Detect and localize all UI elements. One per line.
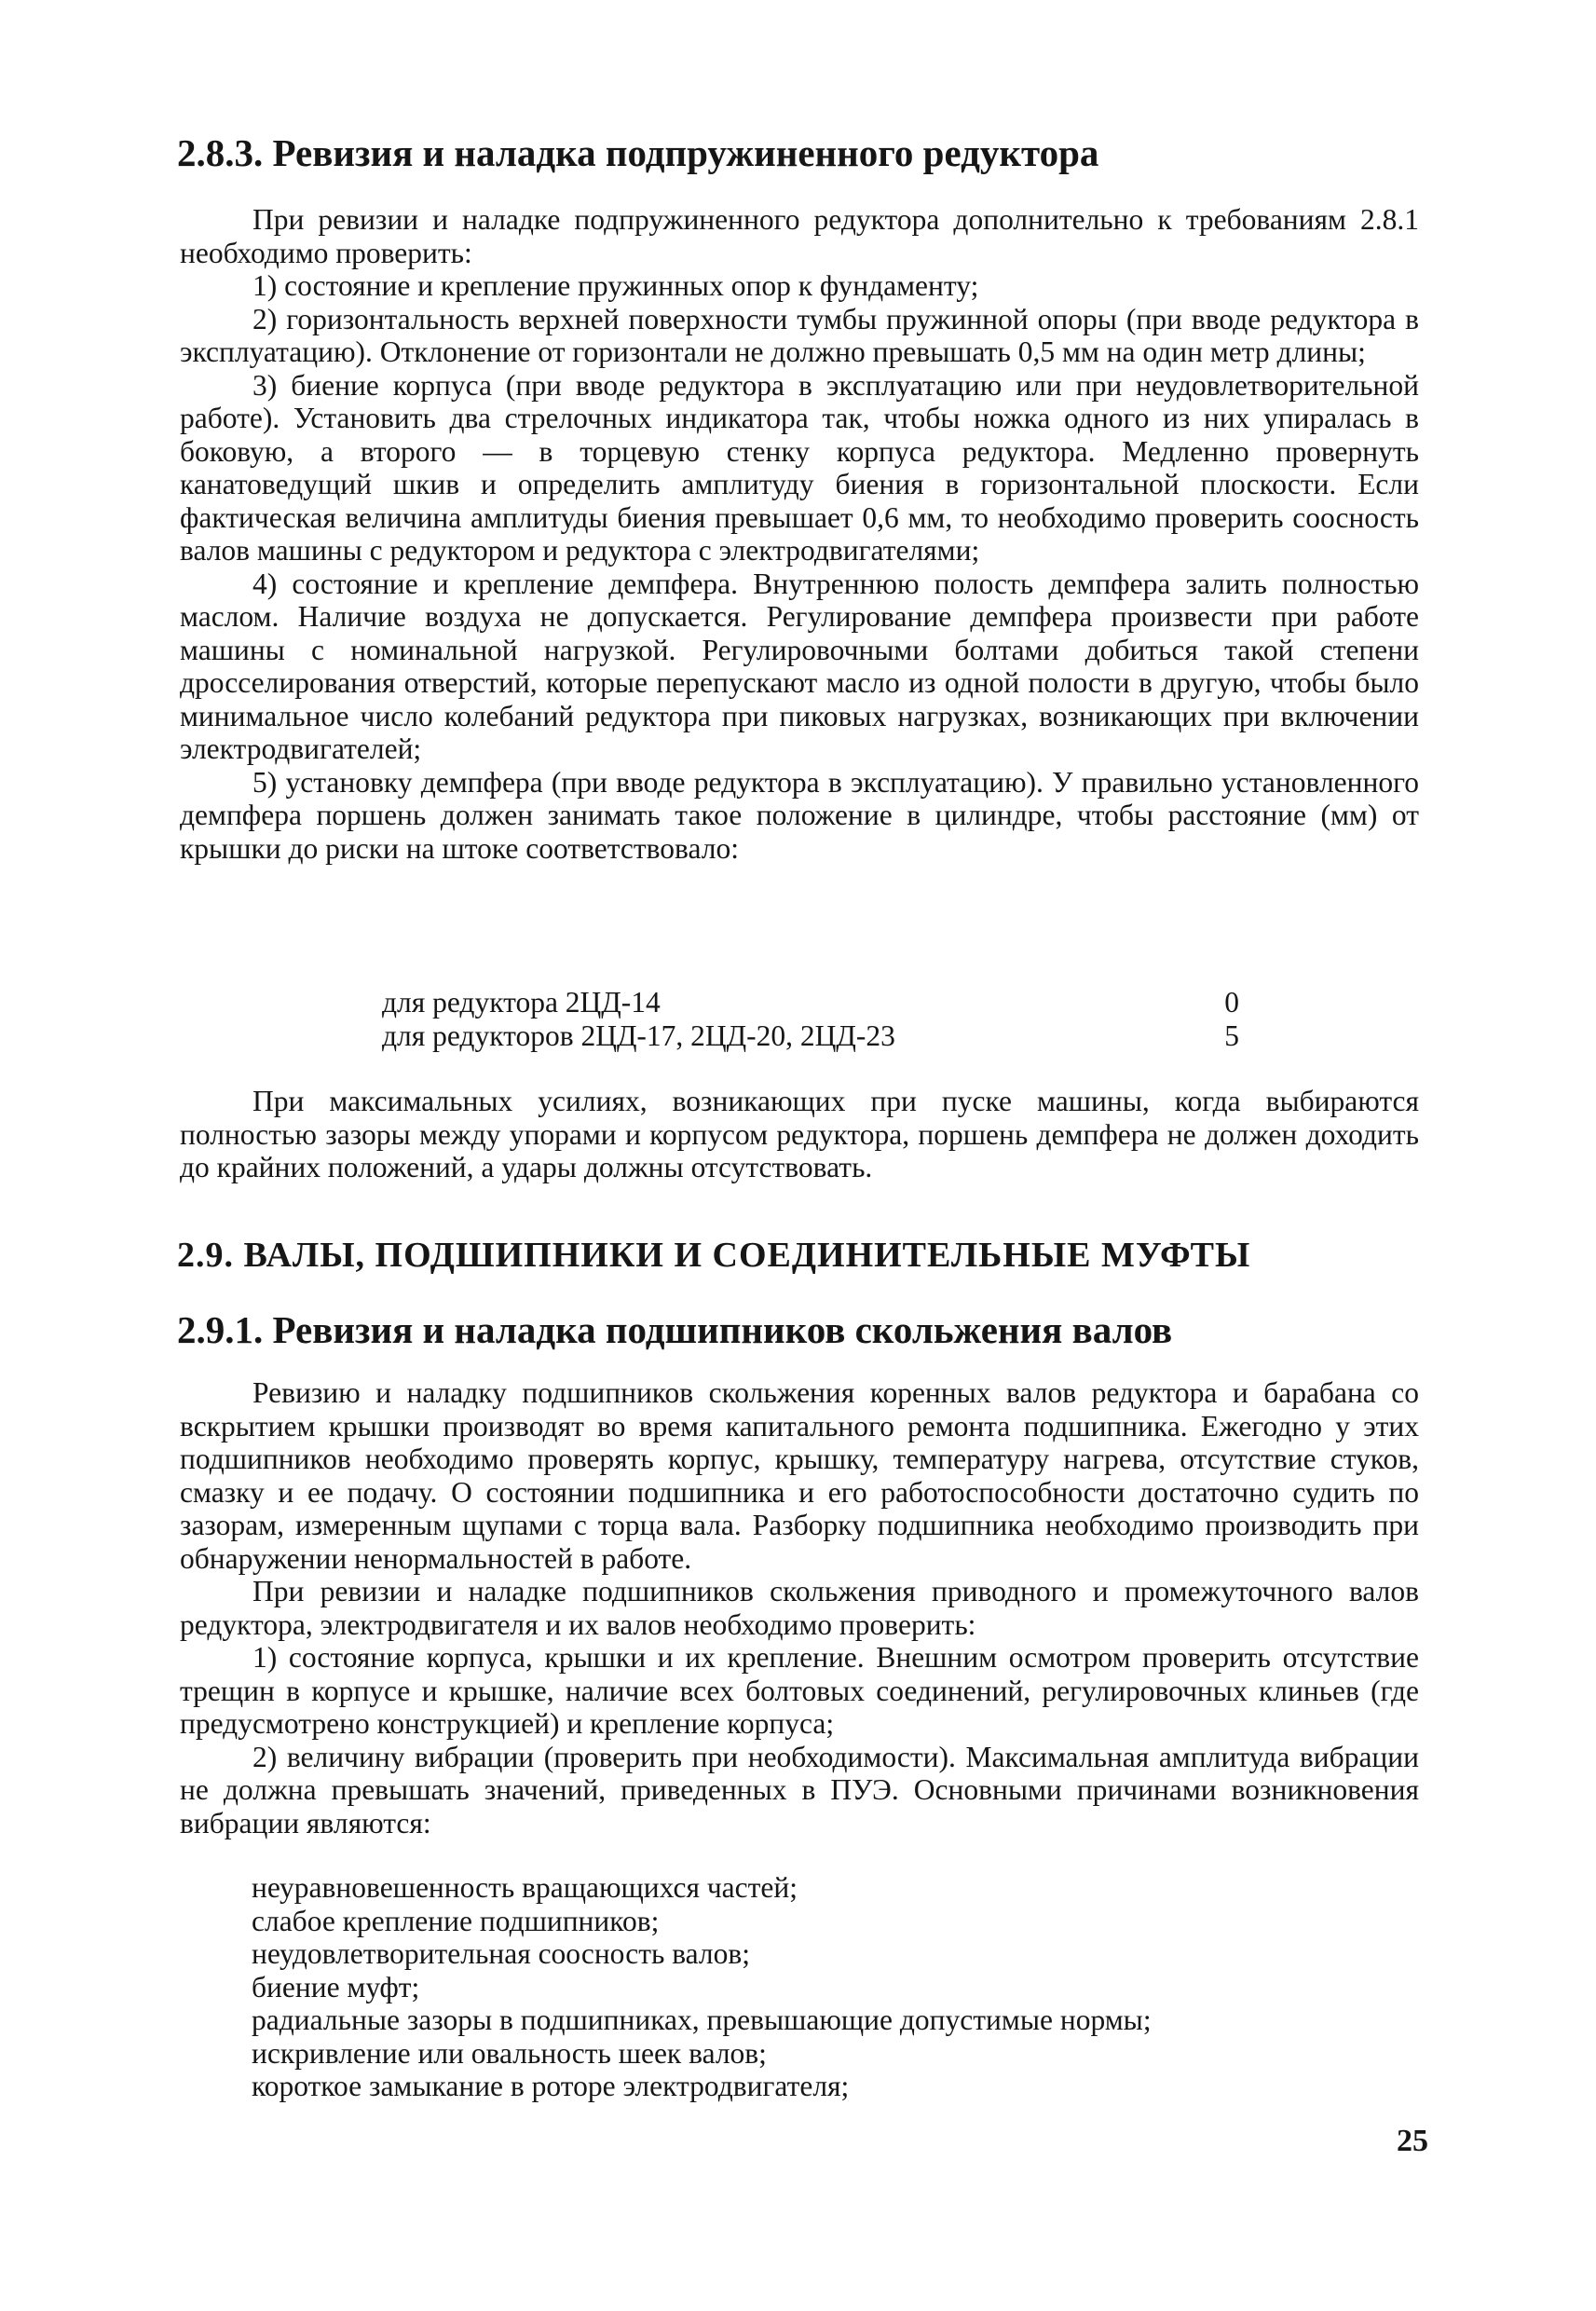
list-item: искривление или овальность шеек валов; — [252, 2036, 767, 2070]
page-number: 25 — [1397, 2124, 1428, 2158]
list-item: радиальные зазоры в подшипниках, превышающие допустимые нормы; — [252, 2003, 1152, 2036]
section-2-9-1-body — [180, 1376, 1419, 1839]
vibration-causes-list — [252, 1871, 1425, 2103]
table-row — [382, 986, 1239, 1019]
list-item: неудовлетворительная соосность валов; — [252, 1937, 751, 1970]
item-2: 2) горизонтальность верхней поверхности тумбы пружинной опоры (при вводе редуктора в эксплуатацию). Отклонение от горизонтали не должно превышать 0,5 мм на один метр длины; — [180, 302, 1419, 368]
section-2-8-3-closing — [180, 1085, 1419, 1184]
paragraph-intro: Ревизию и наладку подшипников скольжения коренных валов редуктора и барабана со вскрытием крышки производят во время капитального ремонта подшипника. Ежегодно у этих подшипников необходимо проверять корпус, крышку, температуру нагрева, отсутствие стуков, смазку и ее подачу. О состоянии подшипника и его работоспособности достаточно судить по зазорам, измеренным щупами с торца вала. Разборку подшипника необходимо производить при обнаружении ненормальностей в работе. — [180, 1376, 1419, 1575]
item-2: 2) величину вибрации (проверить при необходимости). Максимальная амплитуда вибрации не должна превышать значений, приведенных в ПУЭ. Основными причинами возникновения вибрации являются: — [180, 1740, 1419, 1839]
item-4: 4) состояние и крепление демпфера. Внутреннюю полость демпфера залить полностью маслом. Наличие воздуха не допускается. Регулирование демпфера произвести при работе машины с номинальной нагрузкой. Регулировочными болтами добиться такой степени дросселирования отверстий, которые перепускают масло из одной полости в другую, чтобы было минимальное число колебаний редуктора при пиковых нагрузках, возникающих при включении электродвигателей; — [180, 567, 1419, 765]
heading-2-8-3: 2.8.3. Ревизия и наладка подпружиненного редуктора — [177, 131, 1099, 174]
table-label: для редукторов 2ЦД-17, 2ЦД-20, 2ЦД-23 — [382, 1019, 895, 1052]
item-1: 1) состояние и крепление пружинных опор к фундаменту; — [252, 269, 979, 302]
list-item: короткое замыкание в роторе электродвигателя; — [252, 2070, 850, 2102]
list-item: слабое крепление подшипников; — [252, 1904, 660, 1937]
item-3: 3) биение корпуса (при вводе редуктора в эксплуатацию или при неудовлетворительной работе). Установить два стрелочных индикатора так, чтобы ножка одного из них упиралась в боковую, а второго — в торцевую стенку корпуса редуктора. Медленно провернуть канатоведущий шкив и определить амплитуду биения в горизонтальной плоскости. Если фактическая величина амплитуды биения превышает 0,6 мм, то необходимо проверить соосность валов машины с редуктором и редуктора с электродвигателями; — [180, 368, 1419, 567]
table-value: 5 — [1224, 1019, 1239, 1052]
heading-2-9-1: 2.9.1. Ревизия и наладка подшипников скольжения валов — [177, 1308, 1173, 1351]
heading-2-9: 2.9. ВАЛЫ, ПОДШИПНИКИ И СОЕДИНИТЕЛЬНЫЕ МУФТЫ — [177, 1236, 1251, 1275]
table-label: для редуктора 2ЦД-14 — [382, 986, 661, 1019]
list-item: биение муфт; — [252, 1970, 420, 2003]
list-item: неуравновешенность вращающихся частей; — [252, 1871, 798, 1904]
table-row — [382, 1019, 1239, 1053]
section-2-8-3-body — [180, 203, 1419, 865]
paragraph-intro: При ревизии и наладке подпружиненного редуктора дополнительно к требованиям 2.8.1 необходимо проверить: — [180, 203, 1419, 269]
paragraph-closing: При максимальных усилиях, возникающих при пуске машины, когда выбираются полностью зазоры между упорами и корпусом редуктора, поршень демпфера не должен доходить до крайних положений, а удары должны отсутствовать. — [180, 1085, 1419, 1183]
item-1: 1) состояние корпуса, крышки и их крепление. Внешним осмотром проверить отсутствие трещин в корпусе и крышке, наличие всех болтовых соединений, регулировочных клиньев (где предусмотрено конструкцией) и крепление корпуса; — [180, 1641, 1419, 1740]
damper-distance-table — [382, 986, 1239, 1052]
item-5: 5) установку демпфера (при вводе редуктора в эксплуатацию). У правильно установленного демпфера поршень должен занимать такое положение в цилиндре, чтобы расстояние (мм) от крышки до риски на штоке соответствовало: — [180, 765, 1419, 865]
paragraph-check: При ревизии и наладке подшипников скольжения приводного и промежуточного валов редуктора, электродвигателя и их валов необходимо проверить: — [180, 1575, 1419, 1641]
table-value: 0 — [1224, 986, 1239, 1019]
